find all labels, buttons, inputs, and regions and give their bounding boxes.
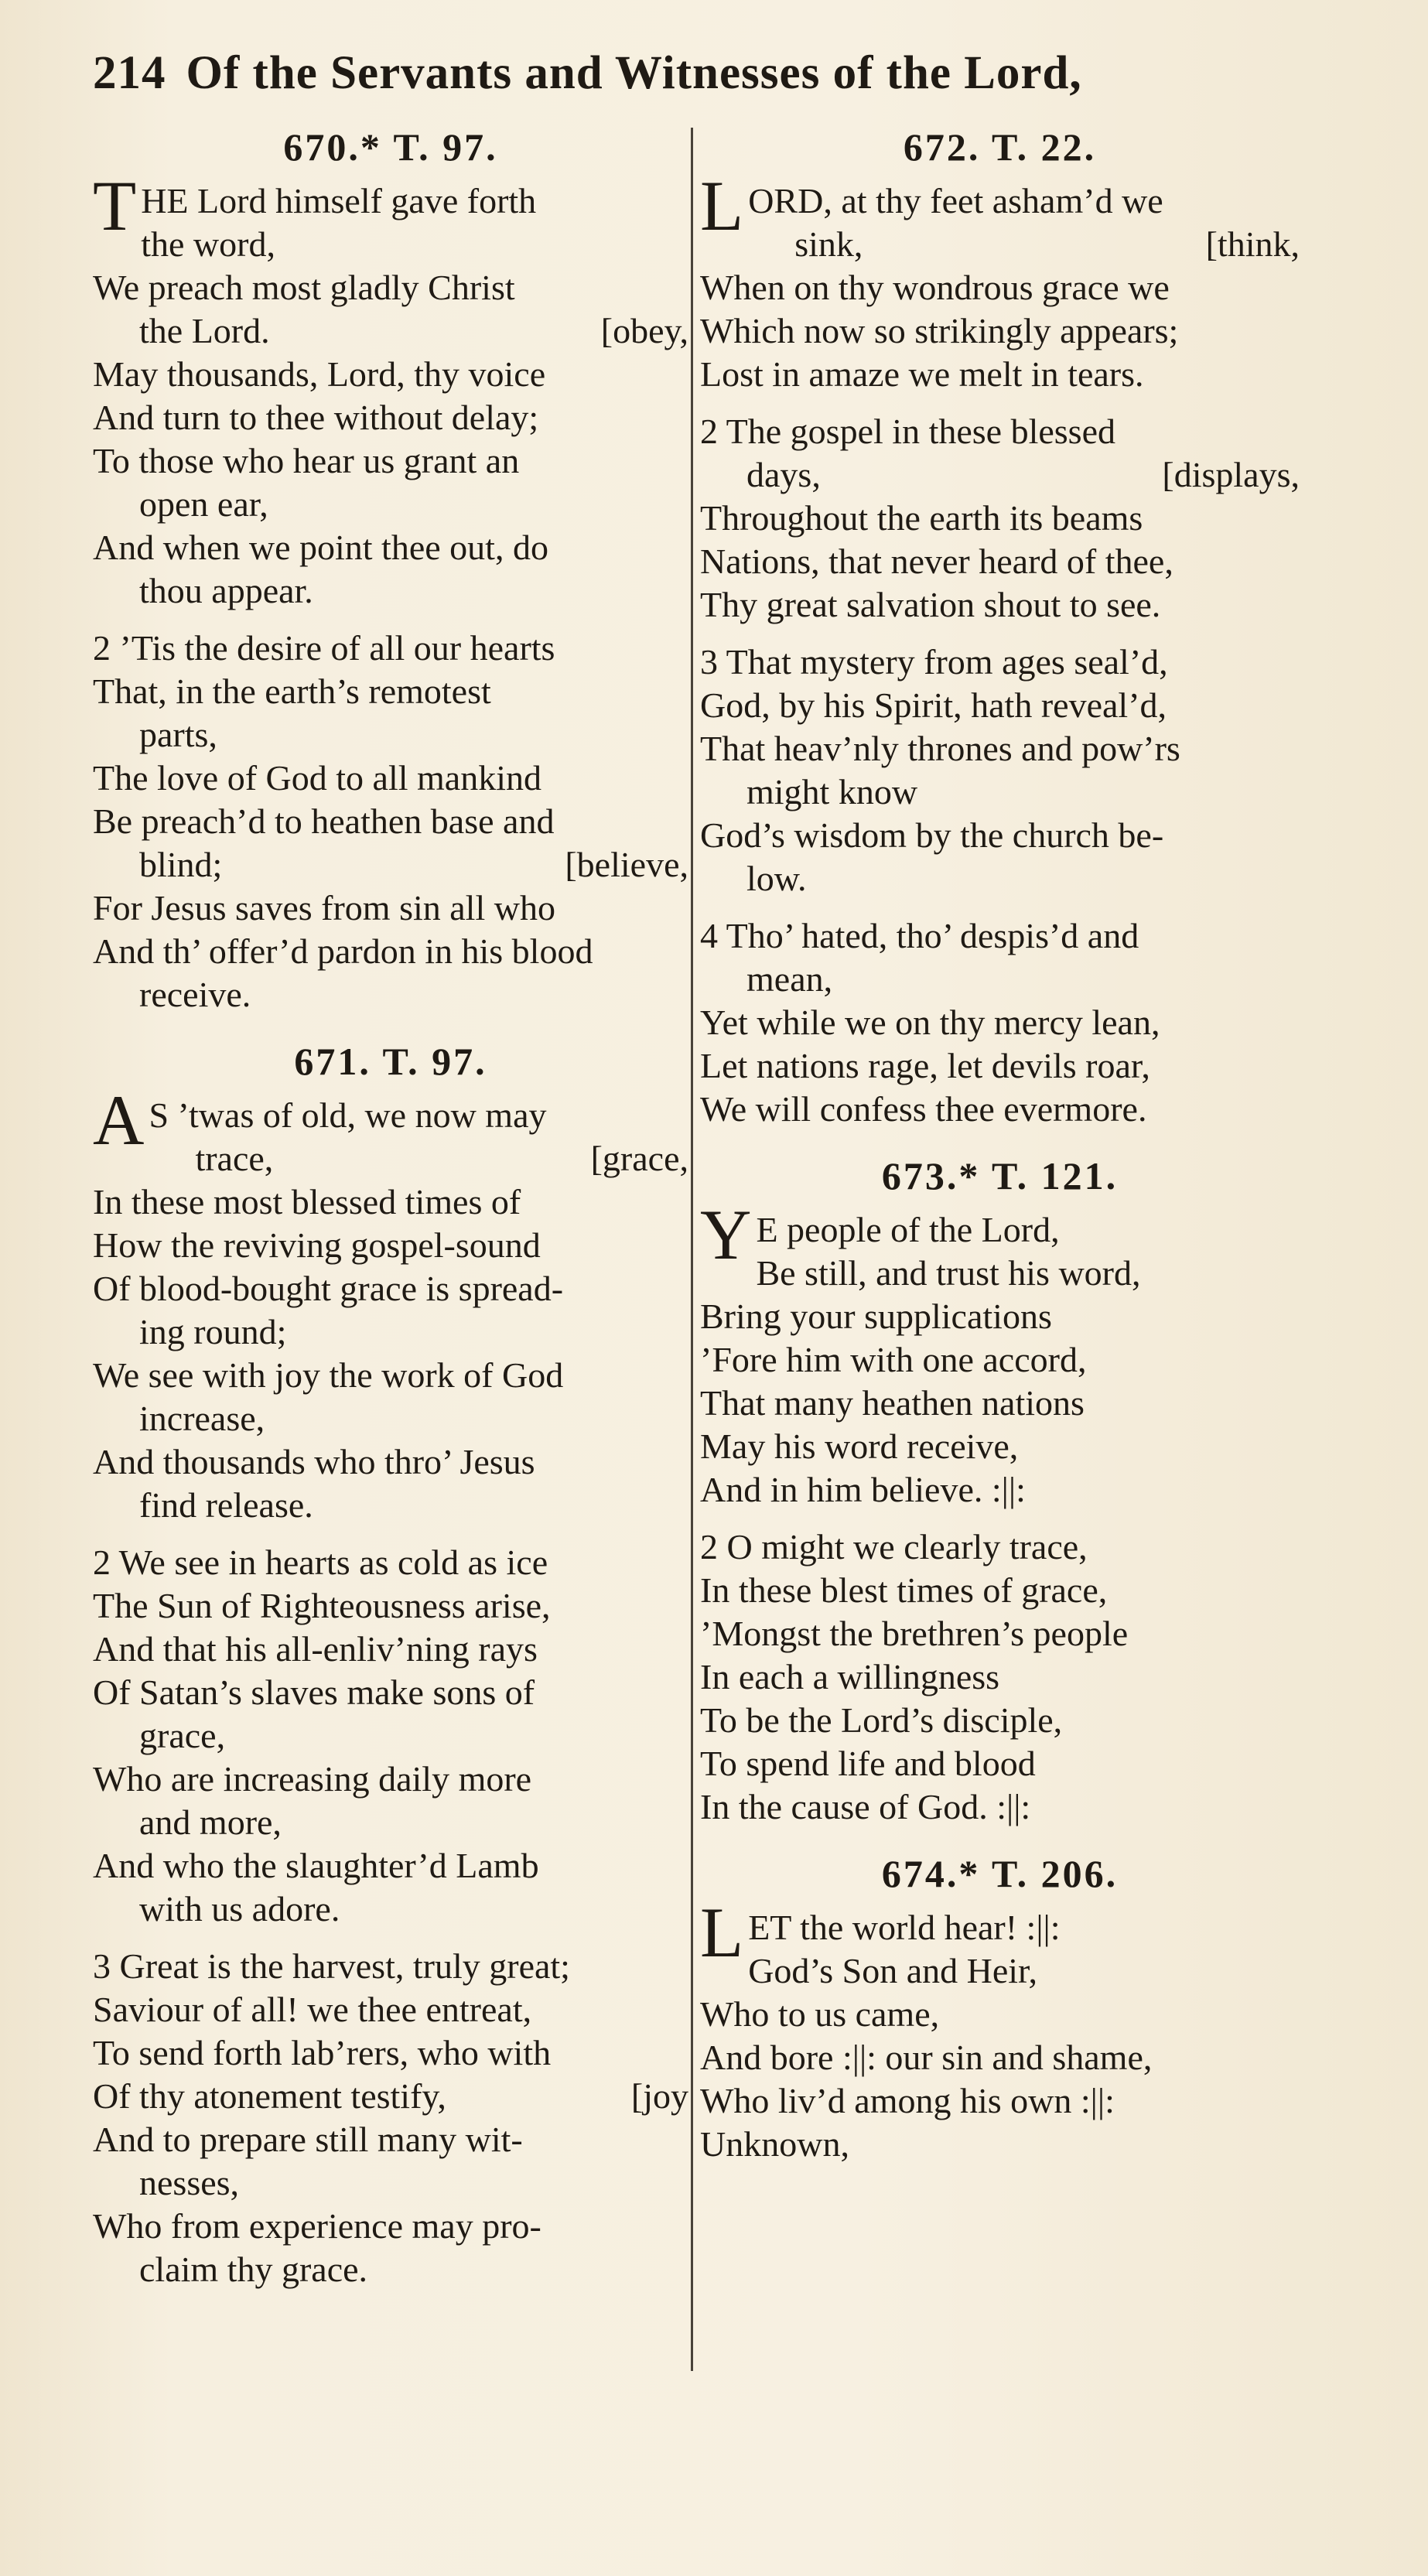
- verse-line: [93, 1310, 688, 1354]
- hymn-3: [700, 1153, 1300, 1829]
- hymn-heading: 674.* T. 206.: [881, 1852, 1119, 1895]
- verse-text: May his word receive,: [700, 1426, 1019, 1466]
- verse-text: 2 We see in hearts as cold as ice: [93, 1543, 548, 1582]
- verse-text: And when we point thee out, do: [93, 528, 548, 567]
- verse-line: [700, 1742, 1300, 1785]
- verse-text: might know: [746, 772, 918, 811]
- hymn-1: [93, 1038, 688, 2291]
- verse-line: [93, 757, 688, 800]
- verse-line: [93, 1584, 688, 1628]
- hymn-heading: 671. T. 97.: [294, 1040, 487, 1083]
- verse-line: [700, 1569, 1300, 1612]
- verse-line: [700, 1338, 1300, 1382]
- verse-line: [700, 497, 1300, 540]
- stanza: [93, 1541, 688, 1931]
- verse-text: Of blood-bought grace is spread-: [93, 1269, 564, 1308]
- hymn-heading: 673.* T. 121.: [881, 1154, 1119, 1197]
- verse-line: [700, 266, 1300, 309]
- verse-text: God, by his Spirit, hath reveal’d,: [700, 685, 1167, 725]
- verse-line: [93, 309, 688, 353]
- drop-cap: A: [93, 1081, 145, 1160]
- verse-text: May thousands, Lord, thy voice: [93, 354, 546, 394]
- verse-text: the Lord.: [139, 311, 270, 350]
- verse-line: [93, 353, 688, 396]
- verse-line: [93, 2075, 688, 2118]
- verse-text: For Jesus saves from sin all who: [93, 888, 555, 928]
- verse-line: [700, 1949, 1300, 1993]
- verse-line: [93, 1801, 688, 1844]
- verse-text: To spend life and blood: [700, 1744, 1036, 1783]
- verse-line: [93, 1844, 688, 1888]
- verse-text: open ear,: [139, 484, 268, 524]
- verse-text: Nations, that never heard of thee,: [700, 542, 1173, 581]
- verse-text: We preach most gladly Christ: [93, 268, 515, 307]
- verse-line: [700, 814, 1300, 857]
- verse-text: We will confess thee evermore.: [700, 1089, 1147, 1129]
- verse-text: To be the Lord’s disciple,: [700, 1700, 1063, 1740]
- verse-line: [93, 266, 688, 309]
- verse-line: [700, 2123, 1300, 2166]
- verse-line: [700, 1425, 1300, 1468]
- verse-text: S ’twas of old, we now may: [149, 1095, 547, 1135]
- verse-text: Who liv’d among his own :||:: [700, 2081, 1115, 2120]
- verse-line: [700, 1001, 1300, 1044]
- verse-text: 2 O might we clearly trace,: [700, 1527, 1088, 1566]
- verse-text: In these blest times of grace,: [700, 1570, 1108, 1610]
- verse-line: [700, 353, 1300, 396]
- verse-turnover: [obey,: [600, 311, 688, 350]
- drop-cap: L: [700, 1893, 744, 1972]
- verse-line: [700, 1252, 1300, 1295]
- verse-line: [93, 1888, 688, 1931]
- verse-text: And in him believe. :||:: [700, 1470, 1026, 1509]
- verse-text: Let nations rage, let devils roar,: [700, 1046, 1150, 1085]
- verse-text: ET the world hear! :||:: [748, 1908, 1061, 1947]
- verse-turnover: [displays,: [1162, 455, 1300, 494]
- verse-text: E people of the Lord,: [756, 1210, 1060, 1249]
- verse-text: In the cause of God. :||:: [700, 1787, 1031, 1826]
- verse-text: and more,: [139, 1802, 282, 1842]
- verse-turnover: [grace,: [590, 1139, 688, 1178]
- verse-line: [93, 1224, 688, 1267]
- stanza: [93, 1081, 688, 1527]
- verse-text: blind;: [139, 845, 223, 884]
- verse-line: [700, 1044, 1300, 1088]
- verse-line: [93, 1267, 688, 1310]
- stanza: [700, 166, 1300, 396]
- verse-line: [93, 973, 688, 1016]
- verse-line: [93, 713, 688, 757]
- verse-text: And that his all-enliv’ning rays: [93, 1629, 538, 1669]
- verse-text: Who to us came,: [700, 1994, 940, 2034]
- verse-line: [93, 1988, 688, 2031]
- verse-text: 3 Great is the harvest, truly great;: [93, 1946, 570, 1986]
- verse-line: [700, 914, 1300, 958]
- verse-line: [93, 569, 688, 613]
- verse-text: ’Mongst the brethren’s people: [700, 1614, 1129, 1653]
- verse-text: Which now so strikingly appears;: [700, 311, 1179, 350]
- verse-line: [700, 770, 1300, 814]
- verse-text: God’s wisdom by the church be-: [700, 815, 1164, 855]
- verse-text: low.: [746, 859, 807, 898]
- verse-text: the word,: [141, 224, 275, 264]
- verse-turnover: [joy: [630, 2076, 688, 2116]
- stanza: [93, 627, 688, 1016]
- verse-line: [700, 1295, 1300, 1338]
- verse-text: days,: [746, 455, 821, 494]
- stanza: [700, 410, 1300, 627]
- running-title: Of the Servants and Witnesses of the Lord,: [186, 47, 1082, 99]
- verse-text: To send forth lab’rers, who with: [93, 2033, 552, 2072]
- verse-text: Saviour of all! we thee entreat,: [93, 1990, 532, 2029]
- verse-text: 4 Tho’ hated, tho’ despis’d and: [700, 916, 1139, 955]
- hymn-4: [700, 1850, 1300, 2166]
- verse-line: [700, 2079, 1300, 2123]
- drop-cap: L: [700, 166, 744, 245]
- verse-text: 2 The gospel in these blessed: [700, 412, 1115, 451]
- hymn-body: [93, 166, 688, 1016]
- verse-text: Of thy atonement testify,: [93, 2076, 446, 2116]
- verse-line: [700, 958, 1300, 1001]
- verse-line: [93, 2161, 688, 2205]
- left-column: [93, 124, 688, 2313]
- drop-cap: Y: [700, 1195, 752, 1274]
- verse-line: [93, 800, 688, 843]
- verse-line: [93, 396, 688, 439]
- verse-line: [93, 843, 688, 887]
- verse-line: [93, 1628, 688, 1671]
- verse-line: [93, 1354, 688, 1397]
- verse-text: God’s Son and Heir,: [748, 1951, 1037, 1990]
- verse-text: When on thy wondrous grace we: [700, 268, 1170, 307]
- verse-text: trace,: [195, 1139, 274, 1178]
- verse-line: [93, 1484, 688, 1527]
- verse-line: [93, 930, 688, 973]
- verse-text: That heav’nly thrones and pow’rs: [700, 729, 1180, 768]
- verse-line: [700, 684, 1300, 727]
- verse-text: ing round;: [139, 1312, 287, 1351]
- verse-text: parts,: [139, 715, 217, 754]
- verse-text: How the reviving gospel-sound: [93, 1225, 541, 1265]
- verse-line: [149, 1137, 688, 1180]
- verse-text: mean,: [746, 959, 833, 999]
- verse-line: [700, 1525, 1300, 1569]
- running-head: [93, 46, 1408, 108]
- verse-line: [93, 2248, 688, 2291]
- verse-line: [700, 1785, 1300, 1829]
- verse-text: with us adore.: [139, 1889, 340, 1929]
- verse-text: Of Satan’s slaves make sons of: [93, 1672, 535, 1712]
- verse-line: [748, 223, 1300, 266]
- verse-line: [93, 1714, 688, 1758]
- verse-text: The Sun of Righteousness arise,: [93, 1586, 551, 1625]
- verse-text: 3 That mystery from ages seal’d,: [700, 642, 1168, 682]
- verse-line: [700, 641, 1300, 684]
- right-column: [700, 124, 1300, 2188]
- verse-text: receive.: [139, 975, 251, 1014]
- verse-line: [93, 1671, 688, 1714]
- verse-line: [700, 540, 1300, 583]
- verse-text: Lost in amaze we melt in tears.: [700, 354, 1144, 394]
- stanza: [700, 914, 1300, 1131]
- verse-text: And th’ offer’d pardon in his blood: [93, 931, 593, 971]
- verse-text: ORD, at thy feet asham’d we: [748, 181, 1163, 220]
- verse-line: [700, 583, 1300, 627]
- verse-text: And to prepare still many wit-: [93, 2120, 523, 2159]
- verse-line: [93, 1758, 688, 1801]
- verse-text: sink,: [794, 224, 863, 264]
- verse-text: ’Fore him with one accord,: [700, 1340, 1087, 1379]
- verse-text: Bring your supplications: [700, 1297, 1052, 1336]
- verse-text: And turn to thee without delay;: [93, 398, 539, 437]
- verse-text: To those who hear us grant an: [93, 441, 520, 480]
- verse-line: [700, 1468, 1300, 1512]
- verse-line: [93, 483, 688, 526]
- verse-line: [700, 453, 1300, 497]
- verse-line: [93, 2031, 688, 2075]
- verse-text: Be still, and trust his word,: [756, 1253, 1141, 1293]
- verse-line: [93, 627, 688, 670]
- verse-text: increase,: [139, 1399, 265, 1438]
- stanza: [93, 166, 688, 613]
- verse-line: [93, 1541, 688, 1584]
- verse-text: 2 ’Tis the desire of all our hearts: [93, 628, 555, 668]
- hymn-body: [700, 1195, 1300, 1829]
- stanza: [700, 641, 1300, 900]
- verse-text: And thousands who thro’ Jesus: [93, 1442, 535, 1481]
- verse-line: [700, 410, 1300, 453]
- verse-text: Who are increasing daily more: [93, 1759, 532, 1799]
- verse-text: Yet while we on thy mercy lean,: [700, 1003, 1160, 1042]
- column-divider: [691, 128, 693, 2371]
- hymn-2: [700, 124, 1300, 1131]
- hymn-body: [93, 1081, 688, 2291]
- verse-line: [93, 1397, 688, 1440]
- verse-text: Unknown,: [700, 2124, 849, 2164]
- verse-line: [700, 309, 1300, 353]
- verse-text: The love of God to all mankind: [93, 758, 541, 798]
- verse-line: [93, 1945, 688, 1988]
- stanza: [93, 1945, 688, 2291]
- verse-text: Who from experience may pro-: [93, 2206, 541, 2246]
- verse-text: That, in the earth’s remotest: [93, 671, 491, 711]
- stanza: [700, 1195, 1300, 1512]
- verse-text: And who the slaughter’d Lamb: [93, 1846, 539, 1885]
- verse-line: [93, 1440, 688, 1484]
- page-number: 214: [93, 47, 166, 99]
- verse-line: [700, 1655, 1300, 1699]
- verse-line: [93, 526, 688, 569]
- verse-line: [700, 1088, 1300, 1131]
- verse-line: [700, 1382, 1300, 1425]
- stanza: [700, 1525, 1300, 1829]
- verse-line: [700, 857, 1300, 900]
- verse-turnover: [believe,: [565, 845, 688, 884]
- verse-text: In these most blessed times of: [93, 1182, 521, 1221]
- drop-cap: T: [93, 166, 137, 245]
- stanza: [700, 1893, 1300, 2166]
- verse-line: [700, 1993, 1300, 2036]
- verse-text: And bore :||: our sin and shame,: [700, 2038, 1153, 2077]
- verse-line: [93, 670, 688, 713]
- verse-line: [93, 223, 688, 266]
- verse-turnover: [think,: [1205, 224, 1300, 264]
- hymn-0: [93, 124, 688, 1016]
- verse-line: [93, 2118, 688, 2161]
- verse-text: In each a willingness: [700, 1657, 1000, 1696]
- verse-text: Be preach’d to heathen base and: [93, 801, 555, 841]
- verse-line: [700, 1699, 1300, 1742]
- verse-line: [700, 2036, 1300, 2079]
- verse-line: [700, 1612, 1300, 1655]
- verse-text: thou appear.: [139, 571, 313, 610]
- verse-line: [700, 727, 1300, 770]
- verse-text: We see with joy the work of God: [93, 1355, 564, 1395]
- hymn-body: [700, 1893, 1300, 2166]
- verse-text: nesses,: [139, 2163, 240, 2202]
- verse-line: [93, 887, 688, 930]
- hymn-body: [700, 166, 1300, 1131]
- verse-text: Throughout the earth its beams: [700, 498, 1143, 538]
- verse-text: HE Lord himself gave forth: [141, 181, 537, 220]
- verse-line: [93, 2205, 688, 2248]
- verse-text: grace,: [139, 1716, 226, 1755]
- verse-text: find release.: [139, 1485, 313, 1525]
- verse-line: [93, 439, 688, 483]
- verse-text: That many heathen nations: [700, 1383, 1085, 1423]
- hymn-heading: 670.* T. 97.: [283, 125, 498, 169]
- verse-line: [93, 1180, 688, 1224]
- verse-text: claim thy grace.: [139, 2250, 368, 2289]
- hymn-heading: 672. T. 22.: [903, 125, 1097, 169]
- verse-text: Thy great salvation shout to see.: [700, 585, 1161, 624]
